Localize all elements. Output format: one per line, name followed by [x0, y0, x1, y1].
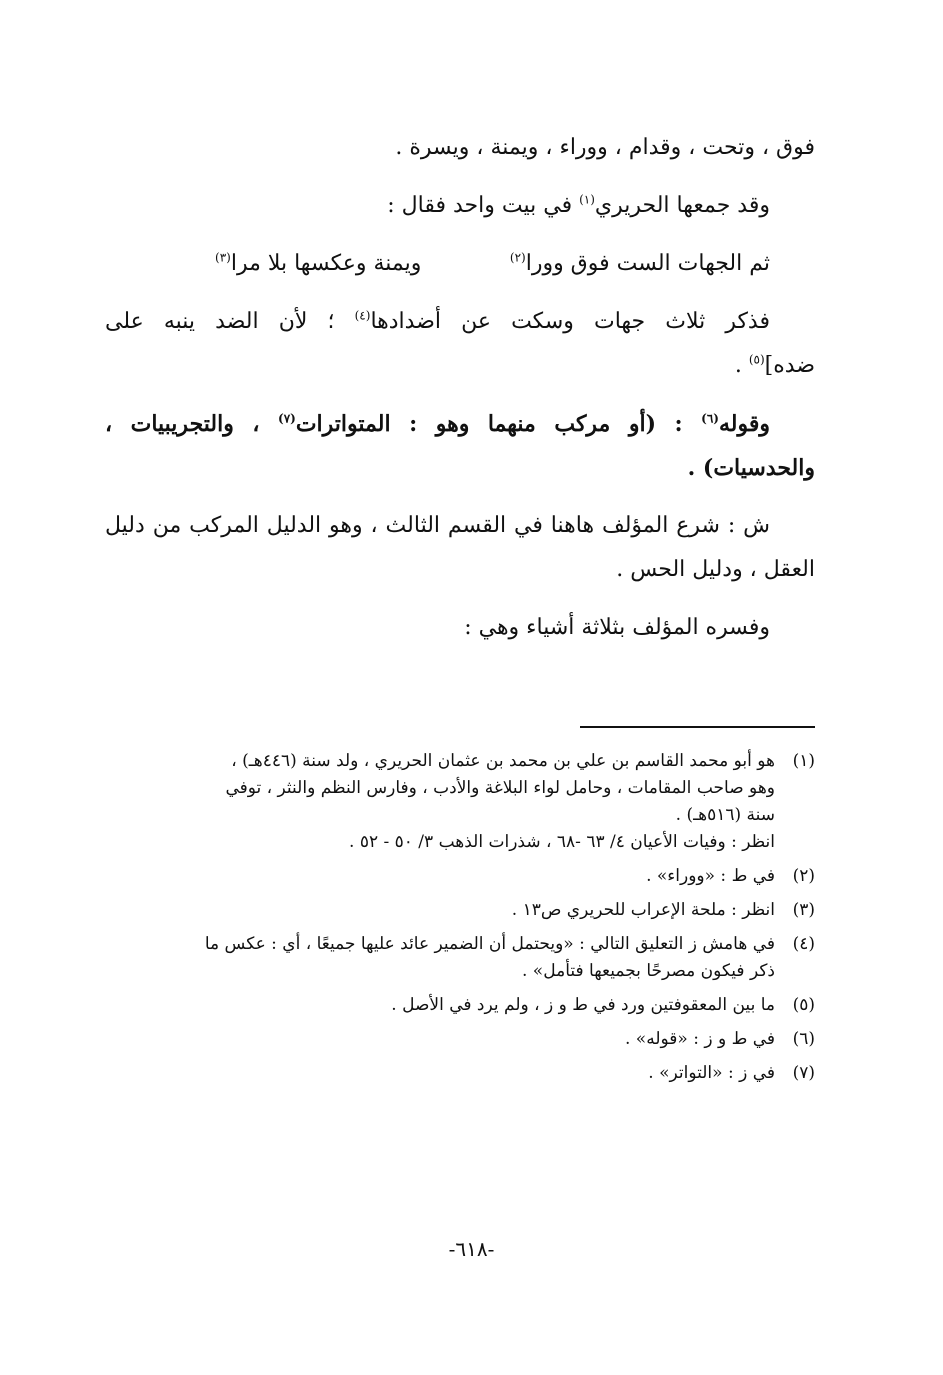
text-line: ش : شرع المؤلف هاهنا في القسم الثالث ، وهو الدليل المركب من دليل [105, 513, 770, 538]
footnote-5: (٥) ما بين المعقوفتين ورد في ط و ز ، ولم يرد في الأصل . [391, 995, 815, 1015]
footnote-6: (٦) في ط و ز : «قوله» . [625, 1029, 815, 1049]
main-text [105, 128, 815, 666]
text-line: وفسره المؤلف بثلاثة أشياء وهي : [464, 615, 770, 640]
text-span: فوق ، وتحت ، وقدام ، ووراء ، ويمنة ، ويسرة . [395, 135, 815, 160]
poetry-verse [105, 244, 815, 284]
footnotes [105, 748, 815, 1094]
footnote-ref: (٧) [278, 411, 296, 426]
text-line: العقل ، ودليل الحس . [616, 557, 815, 582]
text-line [105, 128, 815, 168]
quoted-text-line: والحدسيات) . [687, 455, 815, 481]
quoted-text-line: وقوله$^{(٦)}$ : (أو مركب منهما وهو : المتواترات$^{(٧)}$ ، والتجريبيات ، [105, 411, 770, 437]
text-line: ضده]$^{(٥)}$ . [734, 352, 815, 378]
footnote-separator [580, 726, 815, 728]
footnote-ref: (٥) [748, 352, 765, 367]
footnote-4: (٤) في هامش ز التعليق التالي : «ويحتمل أن الضمير عائد عليها جميعًا ، أي : عكس ما ذكر فيكون مصرحًا بجميعها فتأمل» . [204, 934, 815, 981]
text-line [105, 186, 815, 226]
footnote-ref: (١) [579, 192, 595, 207]
text-span: في بيت واحد فقال : [387, 193, 580, 218]
footnote-ref: (٦) [701, 411, 719, 426]
footnote-2: (٢) في ط : «ووراء» . [646, 866, 815, 886]
verse-hemistich-right: ثم الجهات الست فوق وورا$^{(٢)}$ [509, 250, 770, 276]
footnote-ref: (٤) [354, 308, 371, 323]
text-span: وقد جمعها الحريري [594, 193, 770, 218]
text-line: فذكر ثلاث جهات وسكت عن أضدادها$^{(٤)}$ ؛ لأن الضد ينبه على [105, 308, 770, 334]
footnote-3: (٣) انظر : ملحة الإعراب للحريري ص١٣ . [511, 900, 815, 920]
page-number: -٦١٨- [448, 1237, 495, 1261]
verse-hemistich-left: ويمنة وعكسها بلا مرا$^{(٣)}$ [215, 250, 422, 276]
footnote-ref: (٣) [215, 250, 231, 265]
footnote-7: (٧) في ز : «التواتر» . [648, 1063, 815, 1083]
footnote-ref: (٢) [509, 250, 526, 265]
footnote-1: (١) هو أبو محمد القاسم بن علي بن محمد بن عثمان الحريري ، ولد سنة (٤٤٦هـ) ، وهو صاحب المقامات ، وحامل لواء البلاغة والأدب ، وفارس النظم والنثر ، توفي سنة (٥١٦هـ) . انظر : وفيات الأعيان ٤/ ٦٣ -٦٨ ، شذرات الذهب ٣/ ٥٠ - ٥٢ . [225, 751, 815, 852]
